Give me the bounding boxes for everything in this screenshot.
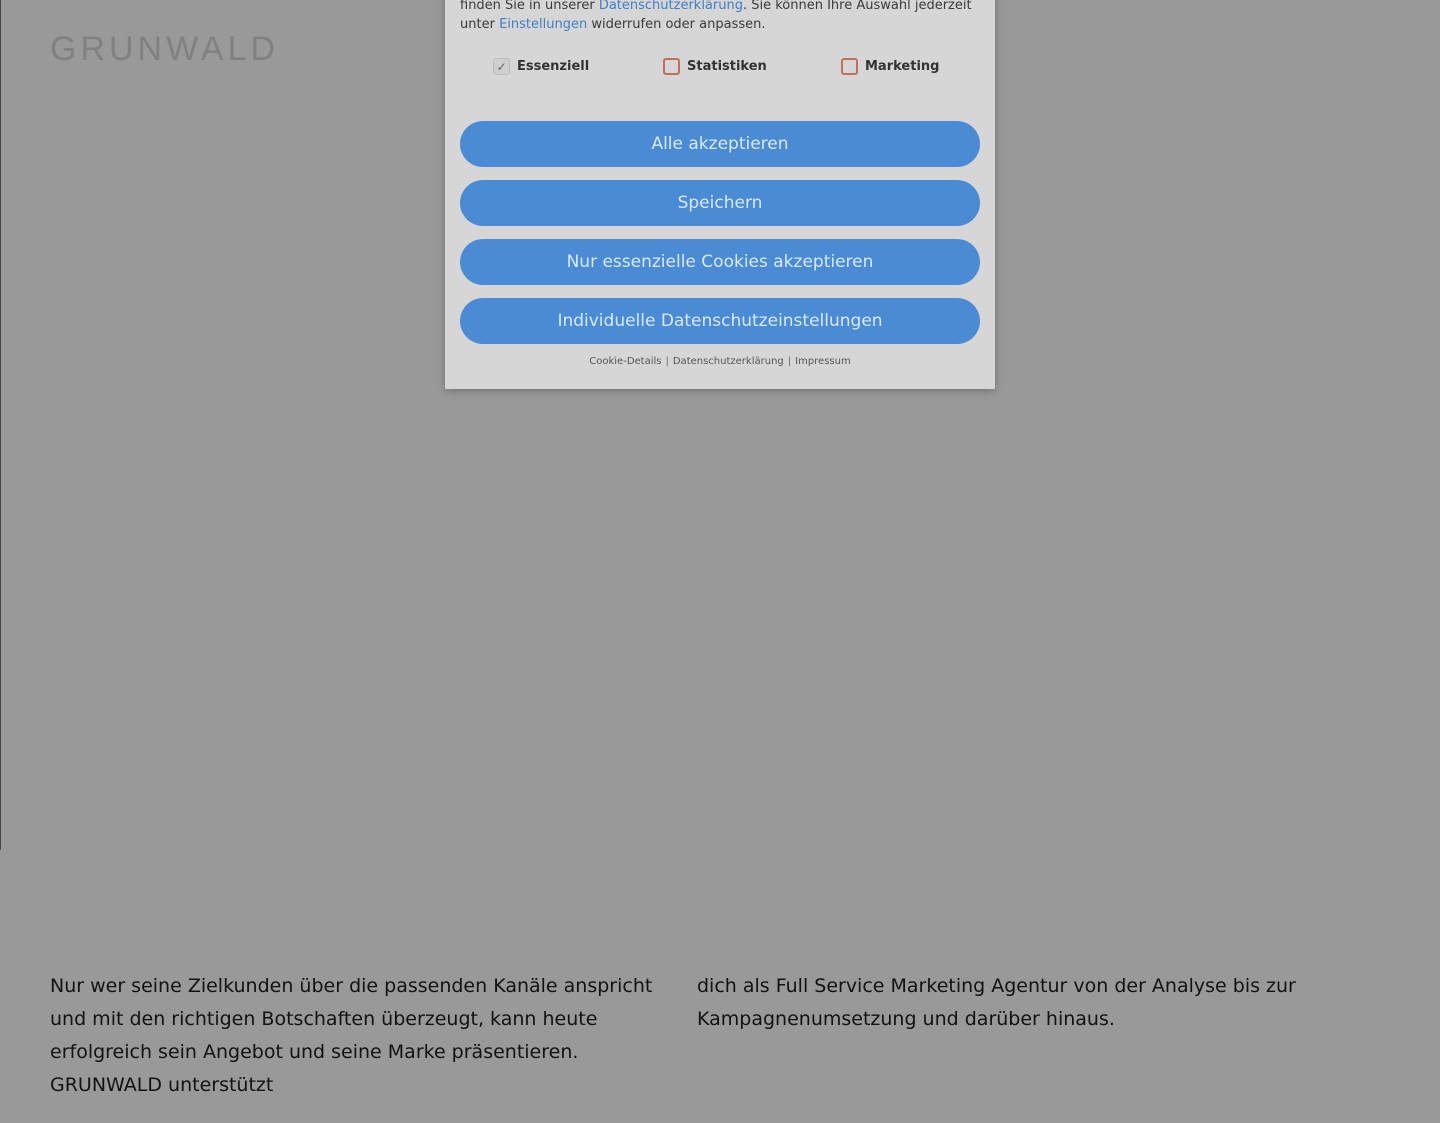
intro-text-column-2: dich als Full Service Marketing Agentur von der Analyse bis zur Kampagnenumsetzung und darüber hinaus. [697,975,1296,1030]
privacy-policy-link[interactable]: Datenschutzerklärung [598,0,743,13]
save-button[interactable]: Speichern [460,180,980,226]
individual-privacy-settings-button[interactable]: Individuelle Datenschutzeinstellungen [460,298,980,344]
checkmark-icon[interactable]: ✓ [493,58,510,75]
footer-privacy-link[interactable]: Datenschutzerklärung [672,356,784,367]
accept-all-button[interactable]: Alle akzeptieren [460,121,980,167]
checkbox-statistics-label: Statistiken [687,59,767,74]
accept-essential-only-button[interactable]: Nur essenzielle Cookies akzeptieren [460,239,980,285]
cookie-consent-dialog [445,0,995,389]
imprint-link[interactable]: Impressum [795,356,851,367]
cookie-footer-links [445,356,995,367]
checkbox-marketing-label: Marketing [865,59,940,74]
cookie-text-part-1: finden Sie in unserer [460,0,599,13]
checkbox-statistics[interactable] [663,58,767,75]
link-separator: | [665,356,669,367]
intro-text-column-1: Nur wer seine Zielkunden über die passenden Kanäle anspricht und mit den richtigen Botschaften überzeugt, kann heute erfolgreich sein Angebot und seine Marke präsentieren. GRUNWALD unterstützt [50,975,653,1096]
site-logo[interactable]: GRUNWALD [50,30,280,68]
checkbox-essential-label: Essenziell [517,59,590,74]
checkbox-marketing[interactable] [841,58,939,75]
checkbox-empty-icon[interactable] [663,58,680,75]
cookie-details-link[interactable]: Cookie-Details [589,356,662,367]
link-separator: | [787,356,792,367]
settings-link[interactable]: Einstellungen [499,17,588,32]
cookie-text-part-2: . Sie können Ihre Auswahl jederzeit unter [460,0,972,32]
checkbox-essential[interactable] [493,58,589,75]
cookie-description [460,0,980,34]
cookie-category-checkboxes [445,58,995,82]
checkbox-empty-icon[interactable] [841,58,858,75]
cookie-text-part-3: widerrufen oder anpassen. [587,17,766,32]
